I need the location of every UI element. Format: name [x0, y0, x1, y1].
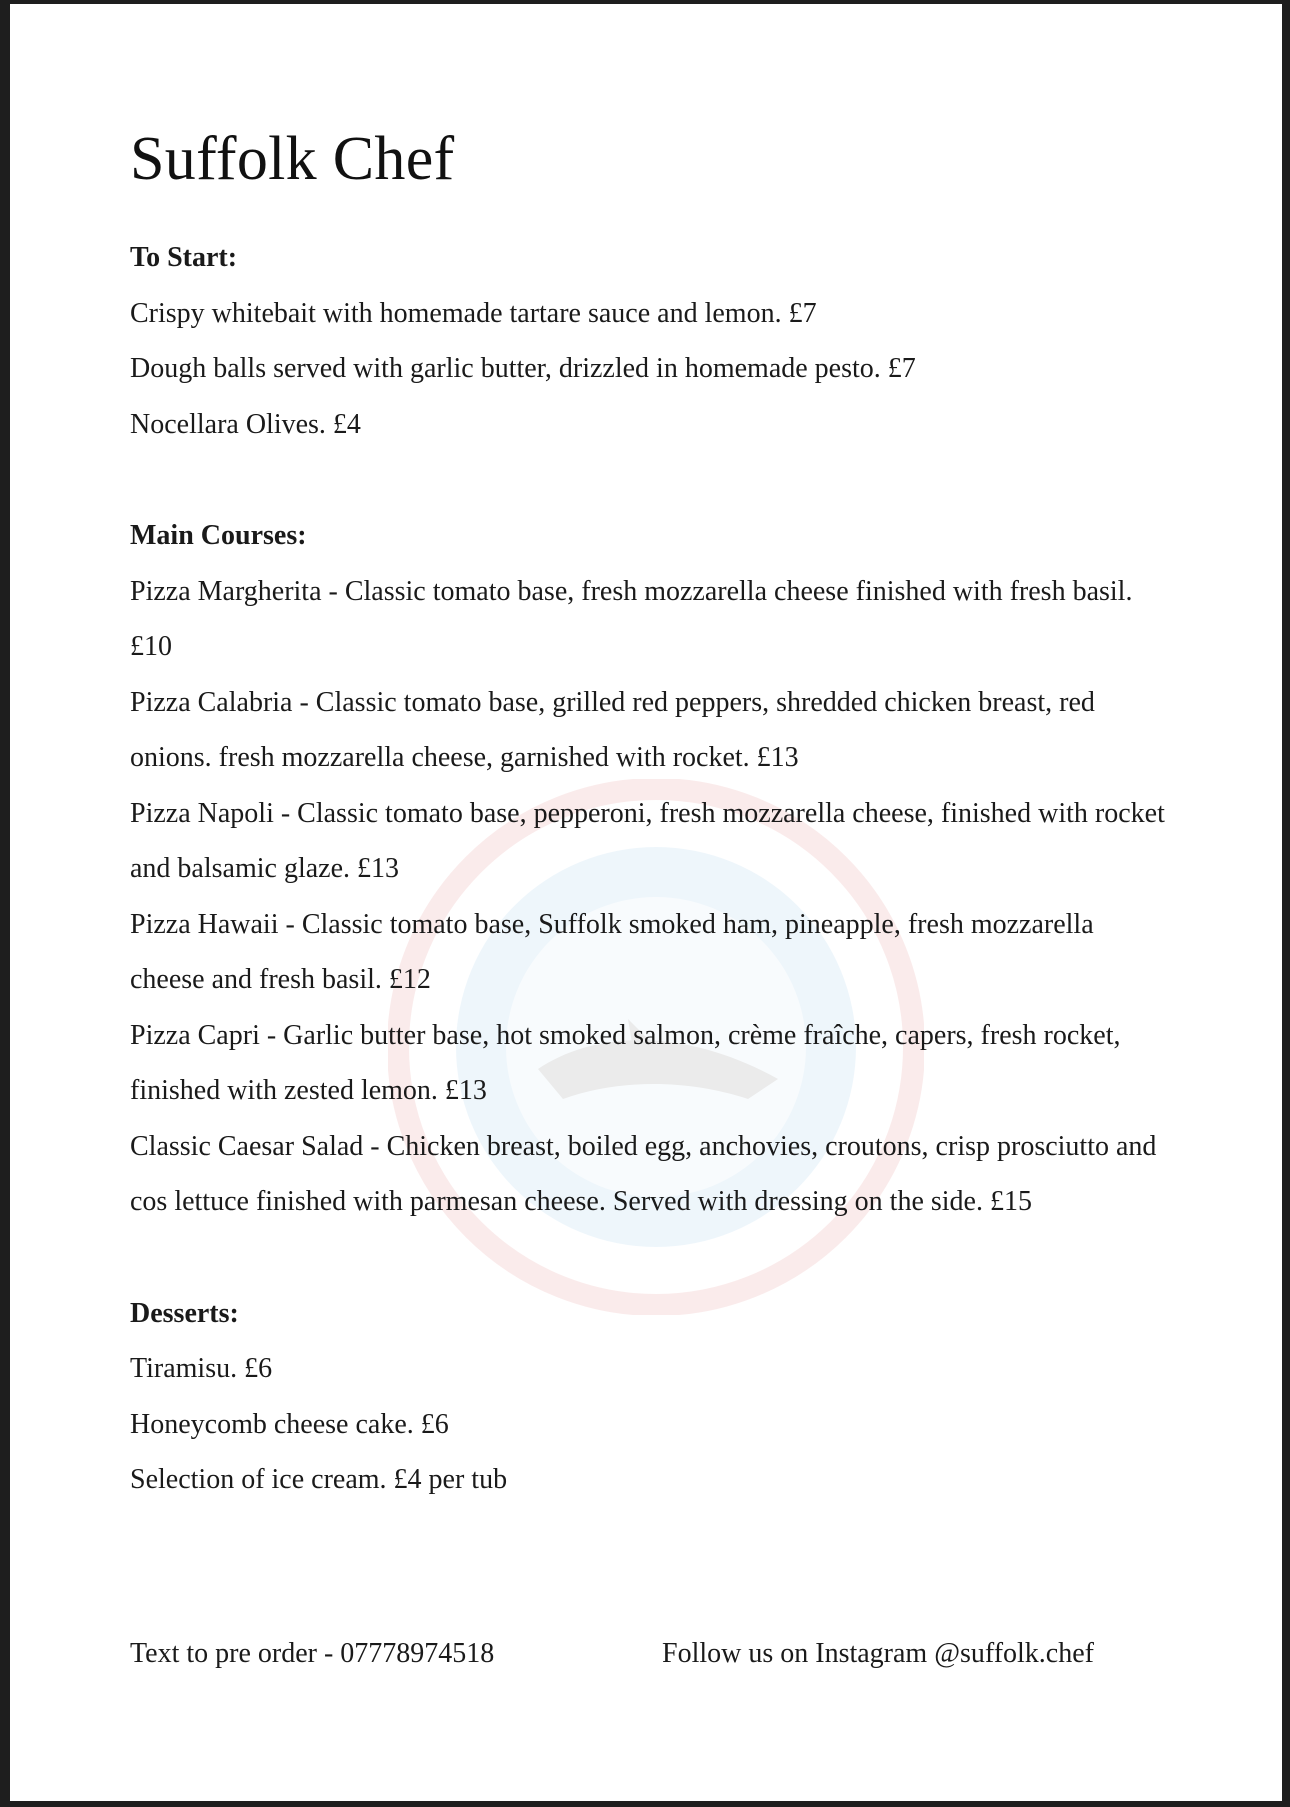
menu-item: Pizza Hawaii - Classic tomato base, Suffolk smoked ham, pineapple, fresh mozzarella cheese and fresh basil. £12 [130, 908, 1094, 995]
menu-item: Pizza Capri - Garlic butter base, hot smoked salmon, crème fraîche, capers, fresh rocket, finished with zested lemon. £13 [130, 1019, 1121, 1106]
menu-item: Pizza Calabria - Classic tomato base, grilled red peppers, shredded chicken breast, red onions. fresh mozzarella cheese, garnished with rocket. £13 [130, 686, 1095, 773]
menu-item: Pizza Napoli - Classic tomato base, pepperoni, fresh mozzarella cheese, finished with rocket and balsamic glaze. £13 [130, 797, 1165, 884]
section-to-start [130, 230, 1170, 452]
section-heading: To Start: [130, 242, 238, 273]
menu-item: Crispy whitebait with homemade tartare sauce and lemon. £7 [130, 297, 817, 329]
page-title: Suffolk Chef [130, 125, 455, 193]
menu-item: Honeycomb cheese cake. £6 [130, 1408, 449, 1440]
menu-item: Selection of ice cream. £4 per tub [130, 1464, 508, 1495]
section-heading: Main Courses: [130, 520, 307, 551]
preorder-phone: Text to pre order - 07778974518 [130, 1638, 495, 1669]
instagram-handle: Follow us on Instagram @suffolk.chef [662, 1638, 1094, 1669]
section-heading: Desserts: [130, 1297, 239, 1329]
section-desserts [130, 1286, 1170, 1508]
menu-content [130, 122, 1170, 1508]
menu-item: Dough balls served with garlic butter, drizzled in homemade pesto. £7 [130, 353, 916, 384]
menu-item: Pizza Margherita - Classic tomato base, fresh mozzarella cheese finished with fresh basil. £10 [130, 575, 1133, 662]
menu-item: Classic Caesar Salad - Chicken breast, boiled egg, anchovies, croutons, crisp prosciutto and cos lettuce finished with parmesan cheese. Served with dressing on the side. £15 [130, 1130, 1157, 1217]
section-main-courses [130, 508, 1170, 1230]
menu-page [10, 4, 1282, 1801]
menu-item: Tiramisu. £6 [130, 1353, 273, 1384]
menu-item: Nocellara Olives. £4 [130, 408, 361, 440]
